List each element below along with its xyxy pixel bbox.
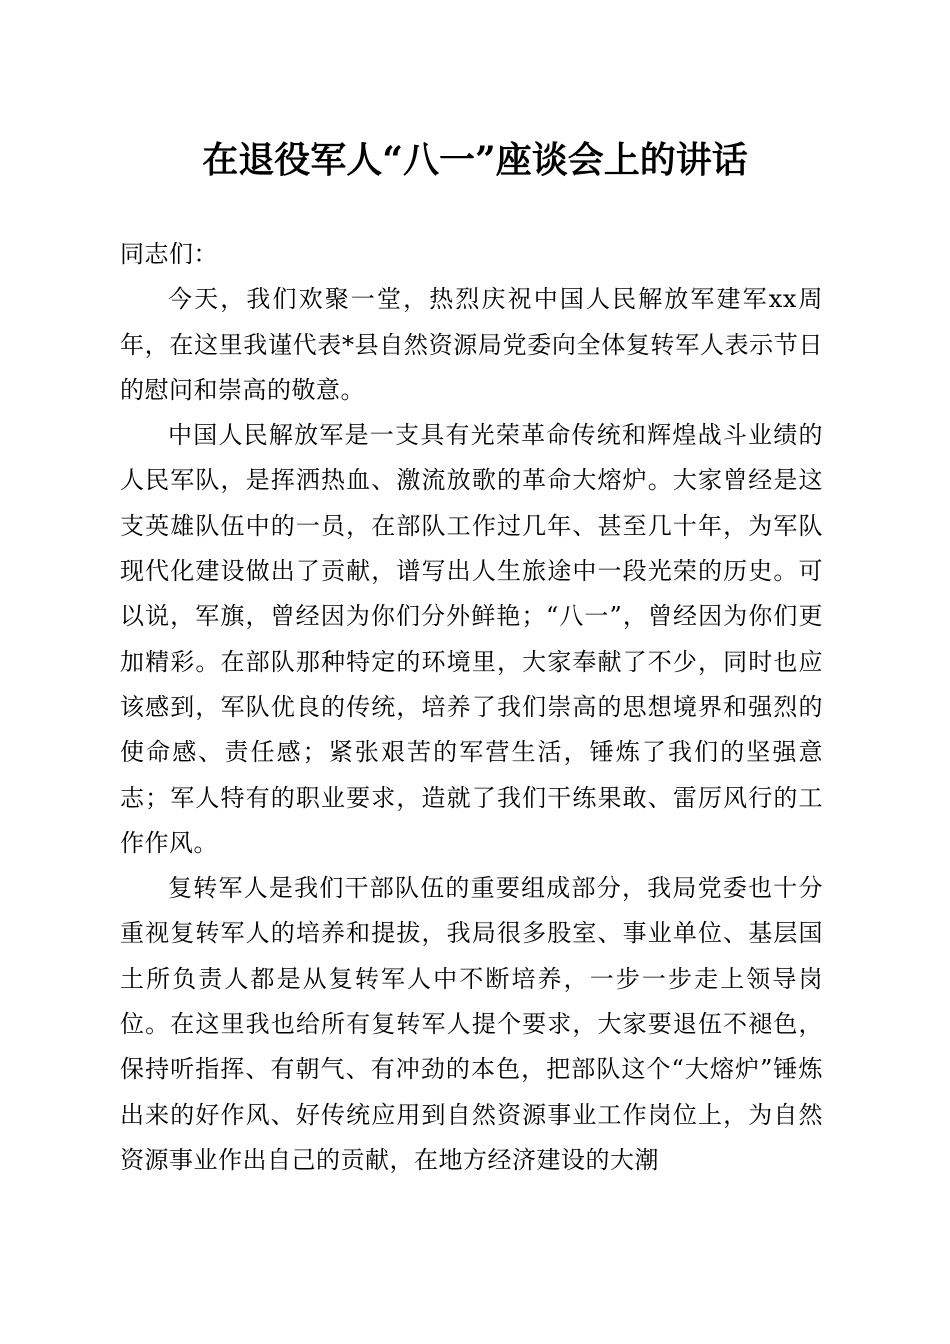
salutation: 同志们： — [120, 240, 218, 268]
document-title: 在退役军人“八一”座谈会上的讲话 — [202, 139, 748, 181]
paragraph-3: 复转军人是我们干部队伍的重要组成部分，我局党委也十分重视复转军人的培养和提拔，我局很多股室、事业单位、基层国土所负责人都是从复转军人中不断培养，一步一步走上领导岗位。在这里我也给所有复转军人提个要求，大家要退伍不褪色，保持听指挥、有朝气、有冲劲的本色，把部队这个“大熔炉”锤炼出来的好作风、好传统应用到自然资源事业工作岗位上，为自然资源事业作出自己的贡献，在地方经济建设的大潮 — [120, 874, 823, 1174]
paragraph-2: 中国人民解放军是一支具有光荣革命传统和辉煌战斗业绩的人民军队，是挥洒热血、激流放歌的革命大熔炉。大家曾经是这支英雄队伍中的一员，在部队工作过几年、甚至几十年，为军队现代化建设做出了贡献，谱写出人生旅途中一段光荣的历史。可以说，军旗，曾经因为你们分外鲜艳；“八一”，曾经因为你们更加精彩。在部队那种特定的环境里，大家奉献了不少，同时也应该感到，军队优良的传统，培养了我们崇高的思想境界和强烈的使命感、责任感；紧张艰苦的军营生活，锤炼了我们的坚强意志；军人特有的职业要求，造就了我们干练果敢、雷厉风行的工作作风。 — [120, 421, 823, 857]
document-body — [120, 232, 823, 1183]
paragraph-1: 今天，我们欢聚一堂，热烈庆祝中国人民解放军建军xx周年，在这里我谨代表*县自然资源局党委向全体复转军人表示节日的慰问和崇高的敬意。 — [120, 285, 823, 404]
